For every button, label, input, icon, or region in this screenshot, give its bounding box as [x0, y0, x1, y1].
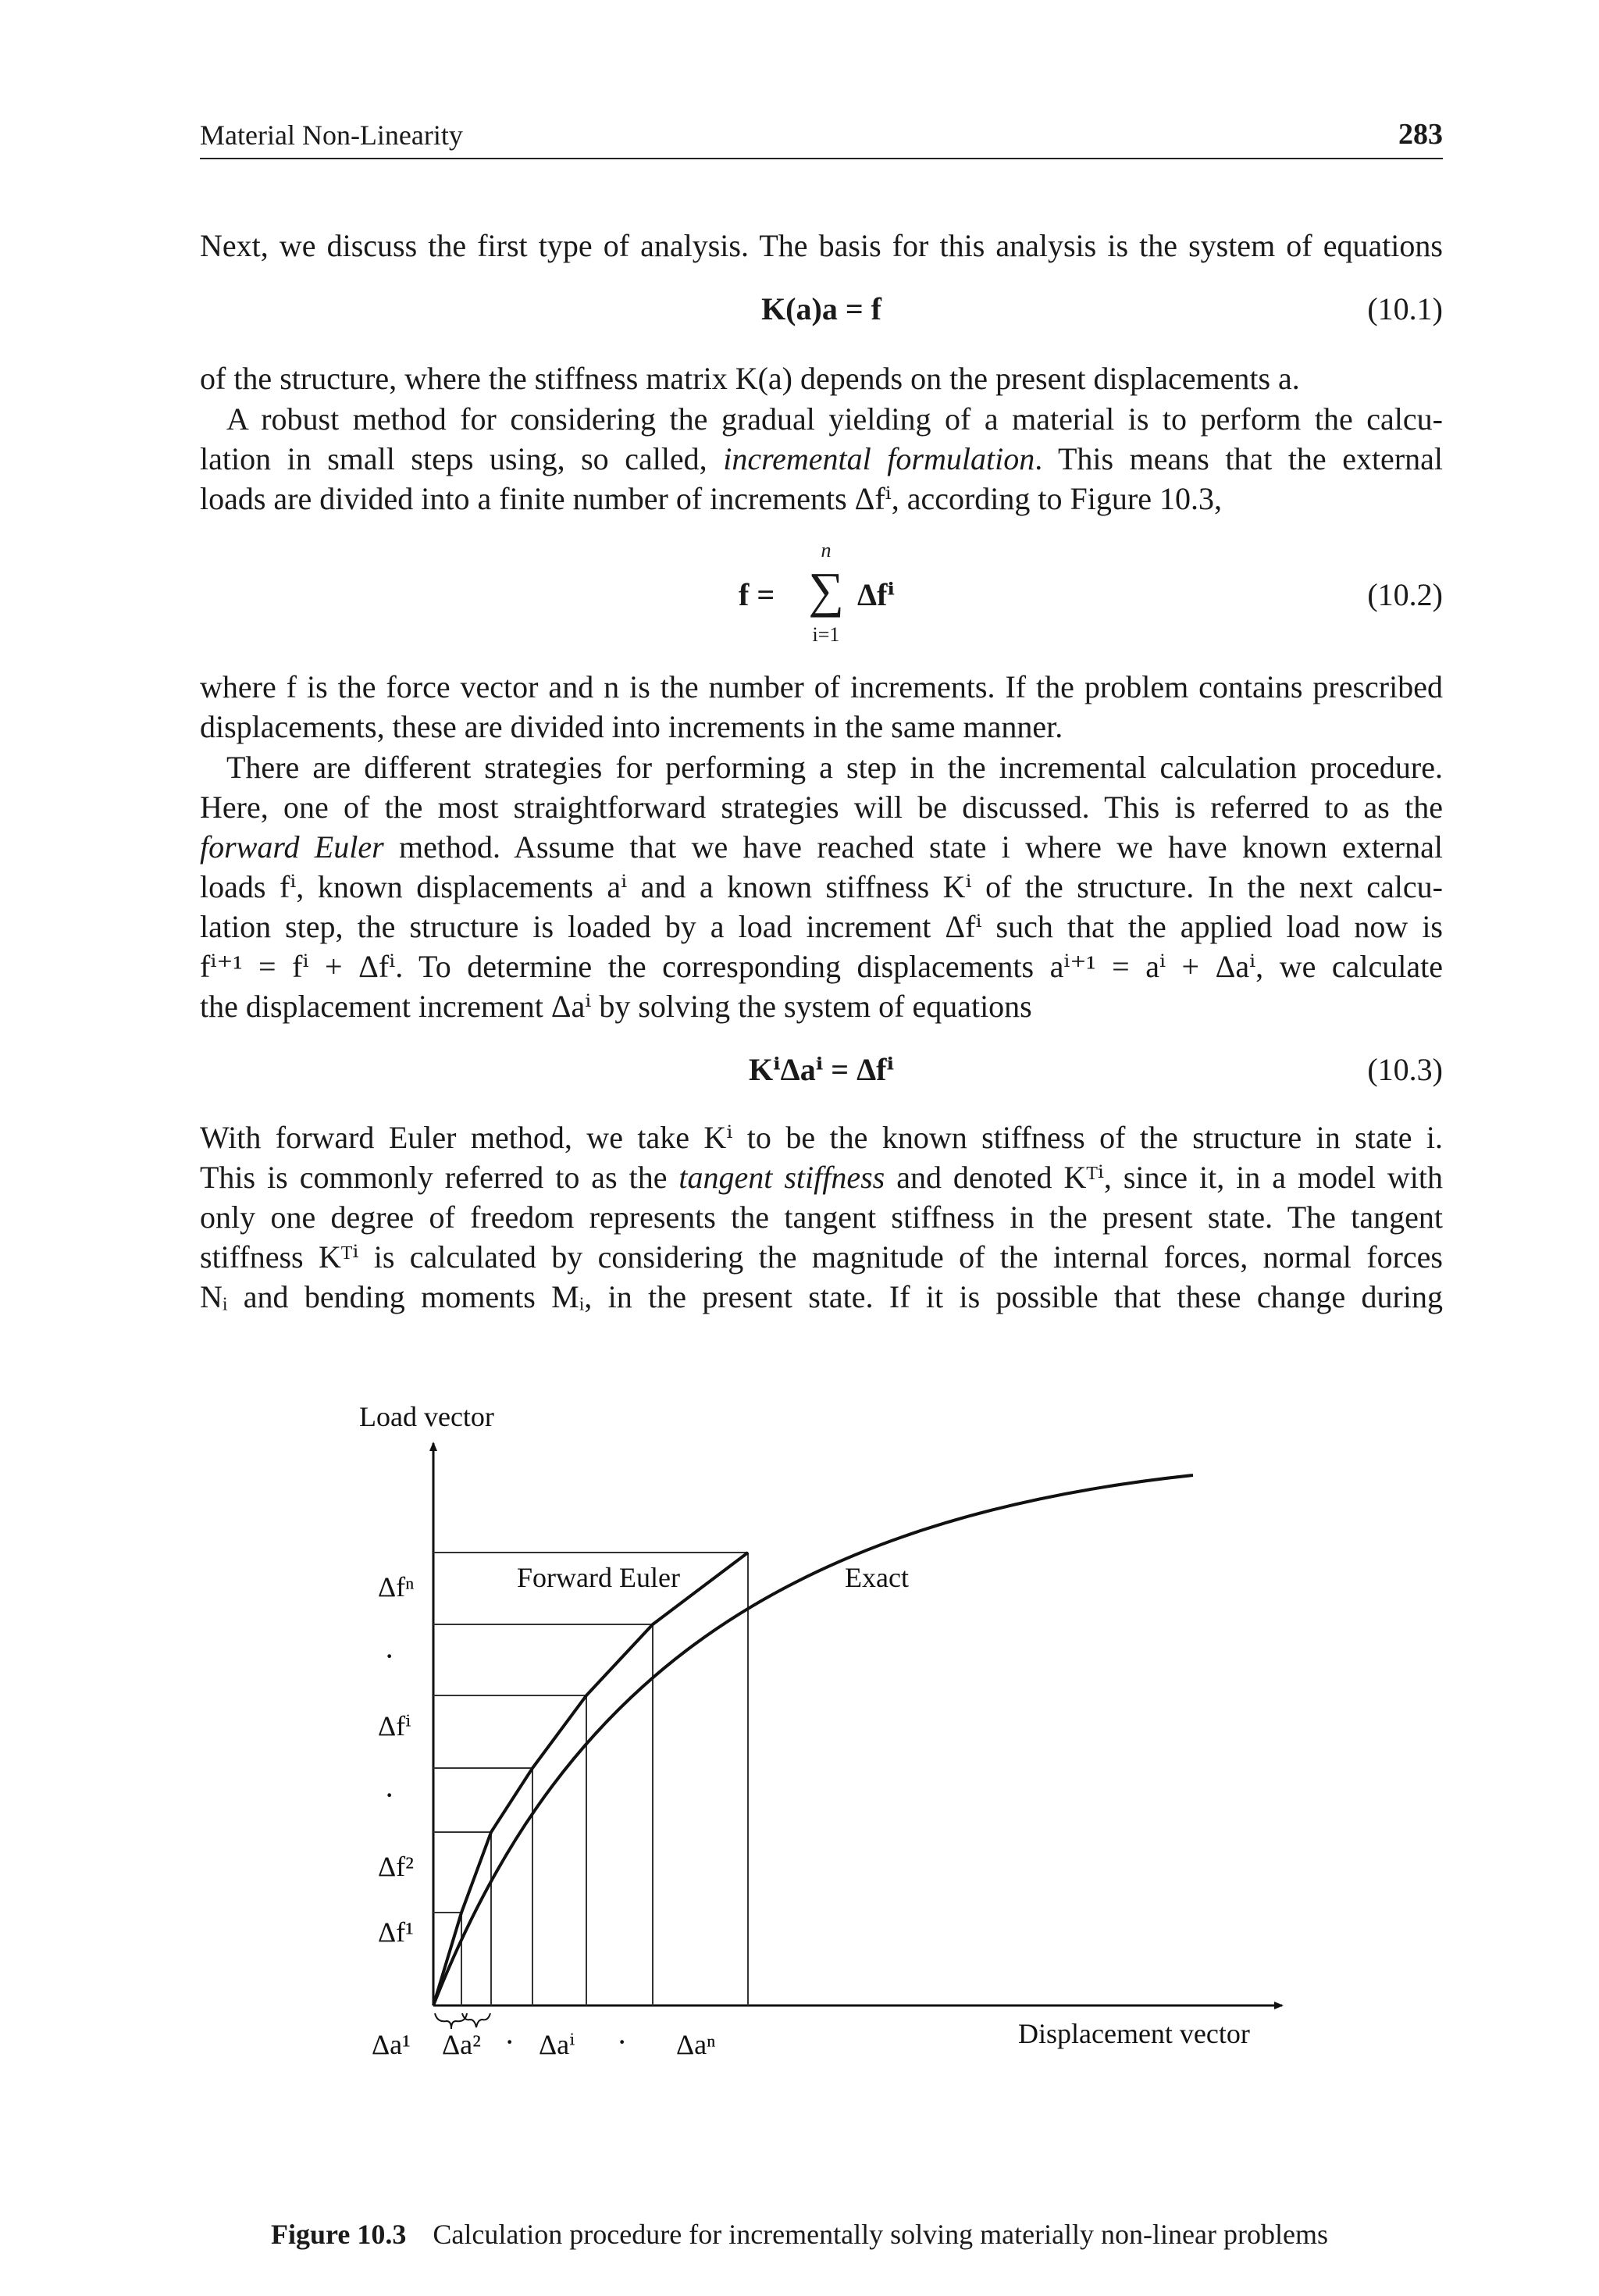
- brace-delta-a-1: [435, 2013, 467, 2029]
- paragraph-robust-line3: loads are divided into a finite number of increments Δfⁱ, according to Figure 10.3,: [200, 481, 1222, 516]
- paragraph-tangent-line4: stiffness Kᵀⁱ is calculated by considering the magnitude of the internal forces, normal forces: [200, 1239, 1443, 1275]
- y-tick-dot: ·: [384, 1777, 395, 1813]
- text-run: method. Assume that we have reached state i where we have known external: [383, 829, 1443, 865]
- increment-grid: [433, 1553, 748, 2005]
- paragraph-strategies-line5: lation step, the structure is loaded by a load increment Δfⁱ such that the applied load now is: [200, 909, 1443, 944]
- paragraph-tangent-line3: only one degree of freedom represents the tangent stiffness in the present state. The tangent: [200, 1200, 1443, 1235]
- figure-caption: [0, 2218, 1599, 2251]
- x-tick-delta-a-i: Δaⁱ: [539, 2029, 575, 2060]
- running-title: Material Non-Linearity: [200, 119, 463, 151]
- y-tick-delta-f-n: Δfⁿ: [378, 1571, 415, 1603]
- text-run: This is commonly referred to as the: [200, 1160, 679, 1195]
- paragraph-force-vector-line1: where f is the force vector and n is the number of increments. If the problem contains prescribed: [200, 669, 1443, 704]
- x-tick-delta-a-n: Δaⁿ: [676, 2029, 716, 2060]
- y-tick-dot: ·: [384, 1638, 395, 1674]
- exact-label: Exact: [845, 1562, 909, 1593]
- paragraph-strategies-line2: Here, one of the most straightforward strategies will be discussed. This is referred to as the: [200, 790, 1443, 825]
- y-tick-delta-f-1: Δf¹: [378, 1916, 414, 1948]
- paragraph-tangent-line5: Nᵢ and bending moments Mᵢ, in the present state. If it is possible that these change during: [200, 1279, 1443, 1314]
- x-tick-dot: ·: [504, 2024, 515, 2059]
- sum-lower-limit: i=1: [812, 623, 840, 646]
- text-run: . This means that the external: [1035, 441, 1444, 476]
- figure-caption-label: Figure 10.3: [271, 2219, 407, 2250]
- equation-10-3-number: (10.3): [1367, 1052, 1443, 1087]
- sum-term: Δfⁱ: [857, 577, 895, 612]
- paragraph-strategies-line4: loads fⁱ, known displacements aⁱ and a known stiffness Kⁱ of the structure. In the next calcu-: [200, 869, 1443, 904]
- x-axis-label: Displacement vector: [1018, 2018, 1250, 2049]
- paragraph-strategies-line7: the displacement increment Δaⁱ by solving the system of equations: [200, 989, 1032, 1024]
- x-tick-delta-a-1: Δa¹: [372, 2029, 411, 2060]
- term-tangent-stiffness: tangent stiffness: [678, 1160, 885, 1195]
- page-number: 283: [1398, 118, 1443, 151]
- paragraph-stiffness: of the structure, where the stiffness matrix K(a) depends on the present displacements a.: [200, 361, 1300, 396]
- exact-curve: [433, 1475, 1193, 2005]
- equation-10-3-body: KⁱΔaⁱ = Δfⁱ: [748, 1052, 895, 1087]
- sum-upper-limit: n: [821, 539, 832, 562]
- sum-symbol: ∑: [808, 562, 844, 618]
- paragraph-strategies-line6: fⁱ⁺¹ = fⁱ + Δfⁱ. To determine the corresponding displacements aⁱ⁺¹ = aⁱ + Δaⁱ, we calculate: [200, 949, 1443, 984]
- text-run: lation in small steps using, so called,: [200, 441, 724, 476]
- forward-euler-polyline: [433, 1553, 748, 2005]
- y-axis-label: Load vector: [359, 1401, 494, 1432]
- term-forward-euler: forward Euler: [200, 829, 384, 865]
- equation-10-1-number: (10.1): [1367, 291, 1443, 326]
- sum-lhs: f =: [739, 577, 775, 612]
- equation-10-1-body: K(a)a = f: [761, 291, 881, 326]
- y-tick-delta-f-2: Δf²: [378, 1851, 414, 1882]
- text-run: and denoted Kᵀⁱ, since it, in a model with: [885, 1160, 1443, 1195]
- forward-euler-label: Forward Euler: [517, 1562, 680, 1593]
- paragraph-force-vector-line2: displacements, these are divided into increments in the same manner.: [200, 709, 1063, 744]
- term-incremental-formulation: incremental formulation: [723, 441, 1035, 476]
- figure-caption-text: Calculation procedure for incrementally solving materially non-linear problems: [433, 2219, 1328, 2250]
- x-tick-dot: ·: [617, 2024, 628, 2059]
- equation-10-2-number: (10.2): [1367, 577, 1443, 612]
- paragraph-tangent-line1: With forward Euler method, we take Kⁱ to be the known stiffness of the structure in state i.: [200, 1120, 1443, 1155]
- y-tick-delta-f-i: Δfⁱ: [378, 1710, 411, 1742]
- paragraph-intro: Next, we discuss the first type of analysis. The basis for this analysis is the system of equations: [200, 228, 1443, 263]
- paragraph-robust-line1: A robust method for considering the gradual yielding of a material is to perform the calcu-: [226, 401, 1443, 437]
- x-tick-delta-a-2: Δa²: [442, 2029, 481, 2060]
- paragraph-strategies-line1: There are different strategies for performing a step in the incremental calculation procedure.: [226, 750, 1443, 785]
